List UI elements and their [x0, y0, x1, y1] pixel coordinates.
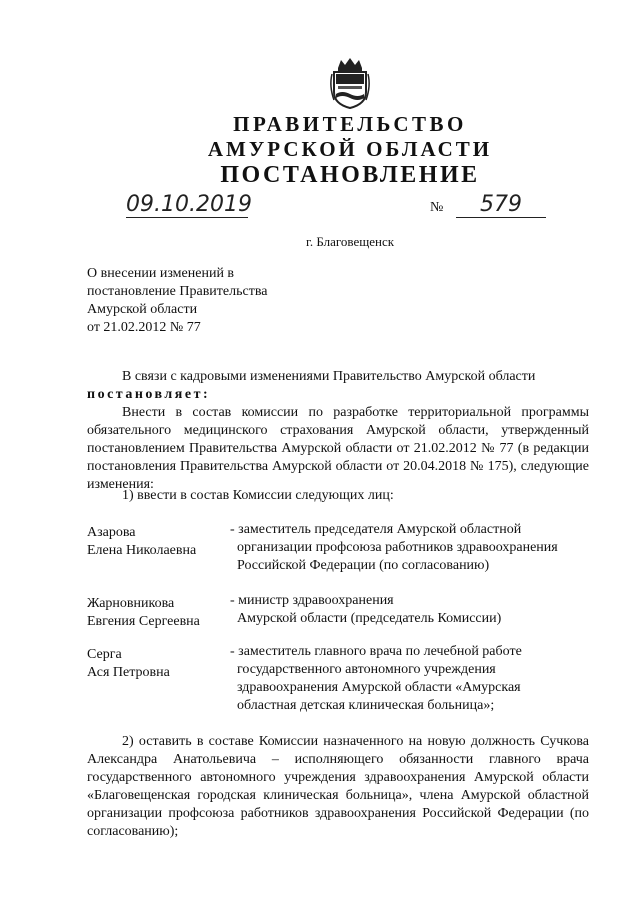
member-surname: Азарова [87, 525, 136, 540]
member-position [230, 643, 610, 715]
item-1: 1) ввести в состав Комиссии следующих лиц: [122, 488, 394, 503]
subject-line: О внесении изменений в [87, 266, 235, 281]
member-name [87, 524, 196, 560]
document-number: 579 [456, 193, 546, 218]
position-line: государственного автономного учреждения [237, 662, 496, 677]
member-given-name: Евгения Сергеевна [87, 614, 200, 629]
position-line: областная детская клиническая больница»; [237, 698, 495, 713]
member-position [230, 592, 610, 628]
member-surname: Жарновникова [87, 596, 175, 611]
member-given-name: Ася Петровна [87, 665, 170, 680]
member-surname: Серга [87, 647, 122, 662]
city-label: г. Благовещенск [305, 234, 395, 249]
item-2: 2) оставить в составе Комиссии назначенного на новую должность Сучкова Александра Анатольевича – исполняющего обязанности главного врача государственного автономного учреждения здравоохранения Амурской области «Благовещенская городская клиническая больница», члена Амурской областной организации профсоюза работников здравоохранения Российской Федерации (по согласованию); [87, 734, 589, 839]
header-government: ПРАВИТЕЛЬСТВО [233, 112, 467, 136]
position-line: Амурской области (председатель Комиссии) [237, 611, 502, 626]
intro-paragraph: В связи с кадровыми изменениями Правительство Амурской области [122, 369, 536, 384]
subject-line: от 21.02.2012 № 77 [87, 320, 201, 335]
subject-line: постановление Правительства [87, 284, 268, 299]
coat-of-arms-icon [328, 56, 372, 110]
decree-word: постановляет: [87, 387, 211, 402]
subject-line: Амурской области [87, 302, 198, 317]
position-line: здравоохранения Амурской области «Амурская [237, 680, 521, 695]
position-line: - министр здравоохранения [230, 593, 394, 608]
member-given-name: Елена Николаевна [87, 543, 197, 558]
document-title: ПОСТАНОВЛЕНИЕ [220, 162, 480, 188]
member-name [87, 595, 200, 631]
member-position [230, 521, 610, 575]
position-line: - заместитель председателя Амурской областной [230, 522, 522, 537]
position-line: Российской Федерации (по согласованию) [237, 558, 490, 573]
position-line: - заместитель главного врача по лечебной работе [230, 644, 522, 659]
position-line: организации профсоюза работников здравоохранения [237, 540, 558, 555]
document-subject [87, 265, 267, 337]
document-date: 09.10.2019 [126, 192, 252, 217]
number-label: № [430, 200, 444, 215]
header-region: АМУРСКОЙ ОБЛАСТИ [207, 137, 493, 161]
paragraph-main: Внести в состав комиссии по разработке территориальной программы обязательного медицинского страхования Амурской области, утвержденный постановлением Правительства Амурской области от 21.02.2012 № 77 (в редакции постановления Правительства Амурской области от 20.04.2018 № 175), следующие изменения: [87, 405, 589, 492]
member-name [87, 646, 170, 682]
